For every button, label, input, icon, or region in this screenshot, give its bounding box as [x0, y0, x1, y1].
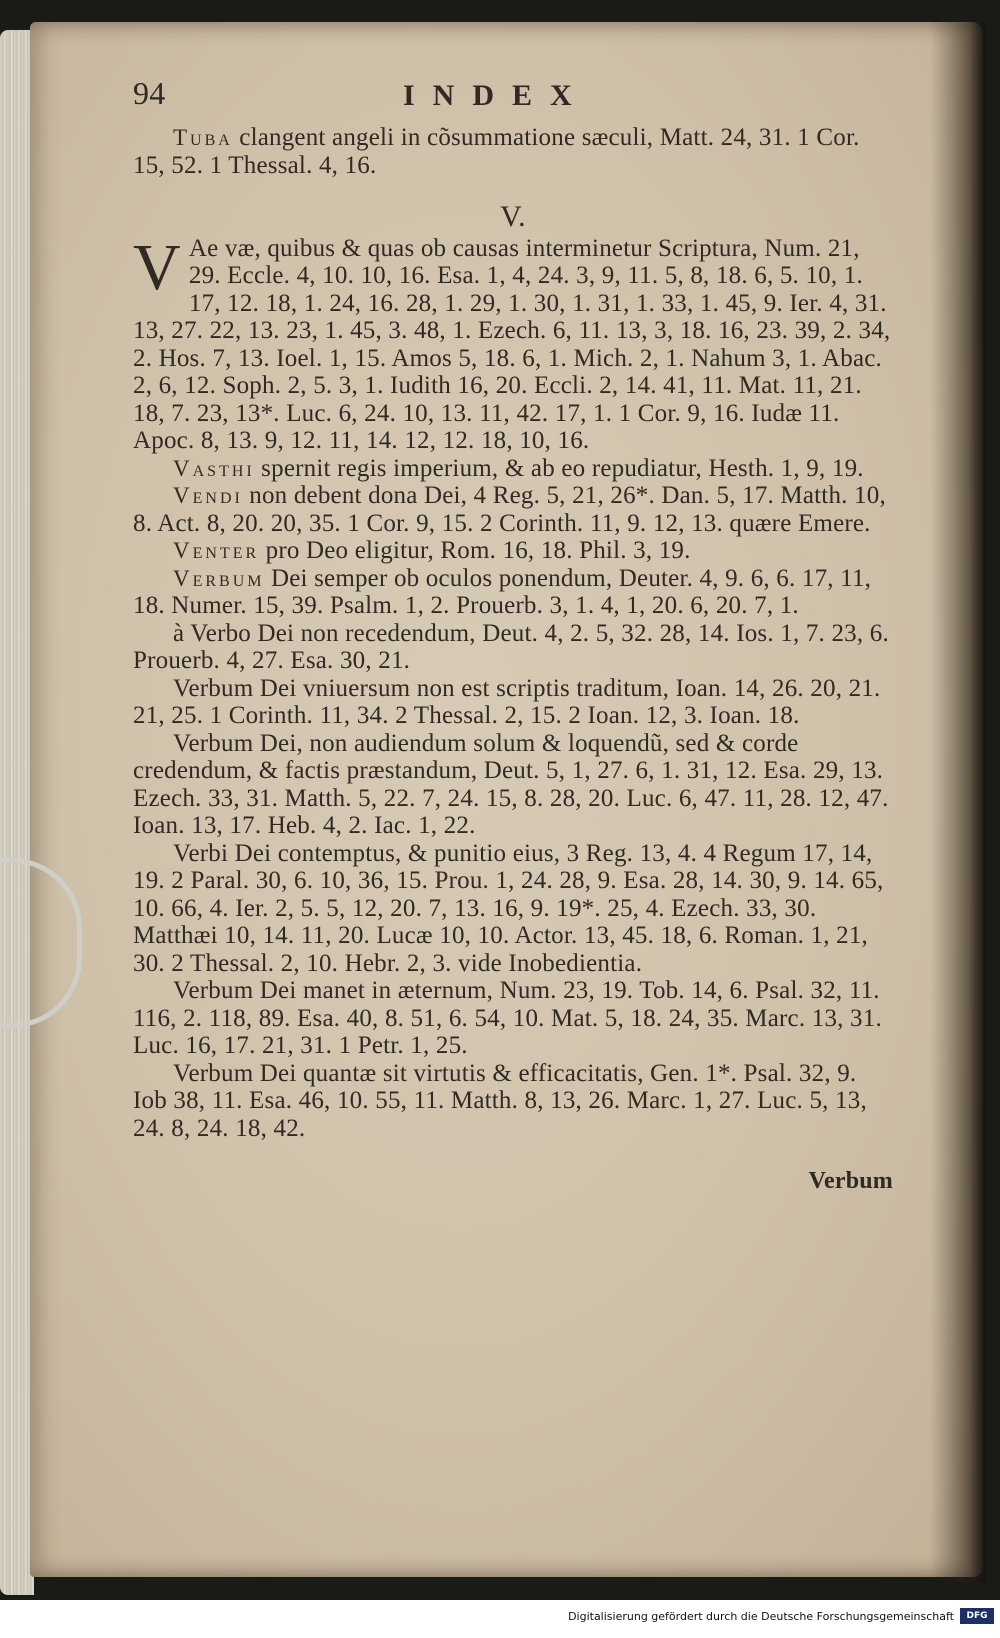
entry-lemma: Vendi — [173, 483, 243, 508]
entry-text: spernit regis imperium, & ab eo repudiatur, Hesth. 1, 9, 19. — [254, 454, 864, 482]
entry-text: Ae væ, quibus & quas ob causas interminetur Scriptura, Num. 21, 29. Eccle. 4, 10. 10, 16. Esa. 1, 4, 24. 3, 9, 11. 5, 8, 18. 6, 5. 10, 1. 17, 12. 18, 1. 24, 16. 28, 1. 29, 1. 30, 1. 31, 1. 33, 1. 45, 9. Ier. 4, 31. 13, 27. 22, 13. 23, 1. 45, 3. 48, 1. Ezech. 6, 11. 13, 3, 18. 16, 23. 39, 2. 34, 2. Hos. 7, 13. Ioel. 1, 15. Amos 5, 18. 6, 1. Mich. 2, 1. Nahum 3, 1. Abac. 2, 6, 12. Soph. 2, 5. 3, 1. Iudith 16, 20. Eccli. 2, 14. 41, 11. Mat. 11, 21. 18, 7. 23, 13*. Luc. 6, 24. 10, 13. 11, 42. 17, 1. 1 Cor. 9, 16. Iudæ 11. Apoc. 8, 13. 9, 12. 11, 14. 12, 12. 18, 10, 16. — [133, 234, 891, 454]
entry-text: non debent dona Dei, 4 Reg. 5, 21, 26*. Dan. 5, 17. Matth. 10, 8. Act. 8, 20. 20, 35. 1 Cor. 9, 15. 2 Corinth. 11, 9. 12, 13. quære Emere. — [133, 482, 886, 537]
entry-text: Verbum Dei vniuersum non est scriptis traditum, Ioan. 14, 26. 20, 21. 21, 25. 1 Corinth. 11, 34. 2 Thessal. 2, 15. 2 Ioan. 12, 3. Ioan. 18. — [133, 674, 881, 729]
entry-lemma: Venter — [173, 538, 260, 563]
drop-cap: V — [133, 230, 181, 304]
index-entry — [133, 977, 893, 1060]
entry-lemma: Tuba — [173, 125, 233, 150]
entry-text: à Verbo Dei non recedendum, Deut. 4, 2. 5, 32. 28, 14. Ios. 1, 7. 23, 6. Prouerb. 4, 27. Esa. 30, 21. — [133, 619, 889, 674]
index-entry — [133, 482, 893, 537]
index-entry — [133, 537, 893, 565]
page-header — [133, 75, 893, 120]
index-entry — [133, 455, 893, 483]
entry-text: Verbum Dei manet in æternum, Num. 23, 19. Tob. 14, 6. Psal. 32, 11. 116, 2. 118, 89. Esa. 40, 8. 51, 6. 54, 10. Mat. 5, 18. 24, 35. Marc. 13, 31. Luc. 16, 17. 21, 31. 1 Petr. 1, 25. — [133, 977, 882, 1059]
index-entry — [133, 124, 893, 179]
digitization-footer — [0, 1600, 1000, 1638]
entry-lemma: Vasthi — [173, 455, 255, 481]
page-text — [133, 75, 893, 1196]
letter-heading: V. — [500, 200, 526, 233]
dfg-logo: DFG — [960, 1608, 994, 1624]
gutter-shadow — [930, 22, 986, 1582]
index-entry — [133, 1060, 893, 1143]
index-entry — [133, 675, 893, 730]
index-entry — [133, 620, 893, 675]
funding-credit: Digitalisierung gefördert durch die Deutsche Forschungsgemeinschaft — [568, 1610, 954, 1623]
entry-text: Verbi Dei contemptus, & punitio eius, 3 Reg. 13, 4. 4 Regum 17, 14, 19. 2 Paral. 30, 6. 10, 36, 15. Prou. 1, 24. 28, 9. Esa. 28, 14. 30, 9. 14. 65, 10. 66, 4. Ier. 2, 5. 5, 12, 20. 7, 13. 16, 9. 19*. 25, 4. Ezech. 33, 30. Matthæi 10, 14. 11, 20. Lucæ 10, 10. Actor. 13, 45. 18, 6. Roman. 1, 21, 30. 2 Thessal. 2, 10. Hebr. 2, 3. vide Inobedientia. — [133, 839, 884, 977]
book-page-edges — [0, 30, 34, 1595]
index-entry — [133, 840, 893, 978]
entry-text: pro Deo eligitur, Rom. 16, 18. Phil. 3, 19. — [259, 537, 691, 564]
index-entry — [133, 730, 893, 840]
entry-text: clangent angeli in cõsummatione sæculi, Matt. 24, 31. 1 Cor. 15, 52. 1 Thessal. 4, 16. — [133, 124, 860, 179]
entry-text: Verbum Dei, non audiendum solum & loquendũ, sed & corde credendum, & factis præstandum, Deut. 5, 1, 27. 6, 1. 31, 12. Esa. 29, 13. Ezech. 33, 31. Matth. 5, 22. 7, 24. 15, 8. 28, 20. Luc. 6, 47. 11, 28. 12, 47. Ioan. 13, 17. Heb. 4, 2. Iac. 1, 22. — [133, 729, 889, 839]
index-entry — [133, 230, 893, 455]
running-head: INDEX — [403, 79, 590, 112]
entry-text: Verbum Dei quantæ sit virtutis & efficacitatis, Gen. 1*. Psal. 32, 9. Iob 38, 11. Esa. 46, 10. 55, 11. Matth. 8, 13, 26. Marc. 1, 27. Luc. 5, 13, 24. 8, 24. 18, 42. — [133, 1059, 867, 1142]
index-entry — [133, 565, 893, 620]
page-number: 94 — [133, 75, 166, 111]
catchword: Verbum — [808, 1168, 893, 1194]
entry-text: Dei semper ob oculos ponendum, Deuter. 4, 9. 6, 6. 17, 11, 18. Numer. 15, 39. Psalm. 1, 2. Prouerb. 3, 1. 4, 1, 20. 6, 20. 7, 1. — [133, 564, 872, 619]
entry-lemma: Verbum — [173, 565, 265, 591]
